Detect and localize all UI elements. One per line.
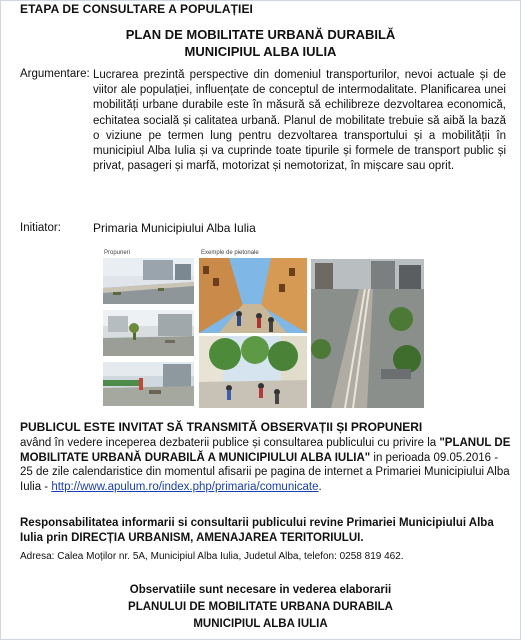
proposal-render-3	[103, 362, 194, 406]
invitation-period: in perioada 09.05.2016 - 25 de zile calendaristice din momentul afisarii pe pagina de internet a Primariei Municipiului Alba Iulia -	[20, 451, 510, 493]
argument-text: Lucrarea prezintă perspective din domeniul transporturilor, nevoi actuale și de viitor ale populației, influențate de conceptul de intermodalitate. Planificarea unei mobilități urbane durabile este în măsură să echilibreze dezvoltarea economică, echitatea socială și calitatea urbană. Planul de mobilitate trebuie să aibă la bază o viziune pe termen lung pentru dezvoltarea transportului și a mobilității în municipiul Alba Iulia și va cuprinde toate tipurile și formele de transport public și privat, pasageri și marfă, motorizat și nemotorizat, în mișcare sau oprit.	[93, 69, 506, 173]
plan-name: "PLANUL DE MOBILITATE URBANĂ DURABILĂ A MUNICIPIULUI ALBA IULIA"	[20, 437, 511, 464]
comunicate-link[interactable]: http://www.apulum.ro/index.php/primaria/comunicate	[51, 480, 319, 493]
responsibility-text: Responsabilitatea informarii si consultarii publicului revine Primariei Municipiului Alba Iulia prin DIRECȚIA URBANISM, AMENAJAREA TERITORIULUI.	[20, 517, 494, 544]
caption-examples: Exemple de pietonale	[201, 250, 259, 256]
consultation-stage-heading: ETAPA DE CONSULTARE A POPULAȚIEI	[20, 2, 253, 16]
plan-title-line2: MUNICIPIUL ALBA IULIA	[184, 44, 337, 59]
invitation-text-after: .	[318, 480, 322, 493]
aerial-street-photo	[311, 259, 424, 408]
closing-line3: MUNICIPIUL ALBA IULIA	[193, 618, 328, 630]
initiator-label: Initiator:	[20, 222, 61, 234]
initiator-value: Primaria Municipiului Alba Iulia	[93, 221, 256, 235]
closing-line2: PLANULUI DE MOBILITATE URBANA DURABILA	[128, 601, 393, 613]
closing-line1: Observatiile sunt necesare in vederea elaborarii	[129, 584, 392, 596]
caption-proposals: Propuneri	[104, 250, 131, 256]
address-text: Adresa: Calea Moților nr. 5A, Municipiul Alba Iulia, Judetul Alba, telefon: 0258 819 462.	[20, 551, 404, 562]
proposal-render-2	[103, 310, 194, 356]
proposal-render-1	[103, 258, 194, 304]
pedestrian-example-1	[199, 258, 307, 333]
invitation-body	[20, 436, 512, 494]
plan-title-line1: PLAN DE MOBILITATE URBANĂ DURABILĂ	[125, 27, 396, 42]
invitation-text-before: având în vedere inceperea dezbaterii publice și consultarea publicului cu privire la	[20, 437, 440, 449]
invitation-heading: PUBLICUL ESTE INVITAT SĂ TRANSMITĂ OBSERVAȚII ȘI PROPUNERI	[20, 420, 423, 434]
pedestrian-example-2	[199, 336, 307, 408]
argument-label: Argumentare:	[20, 68, 90, 80]
